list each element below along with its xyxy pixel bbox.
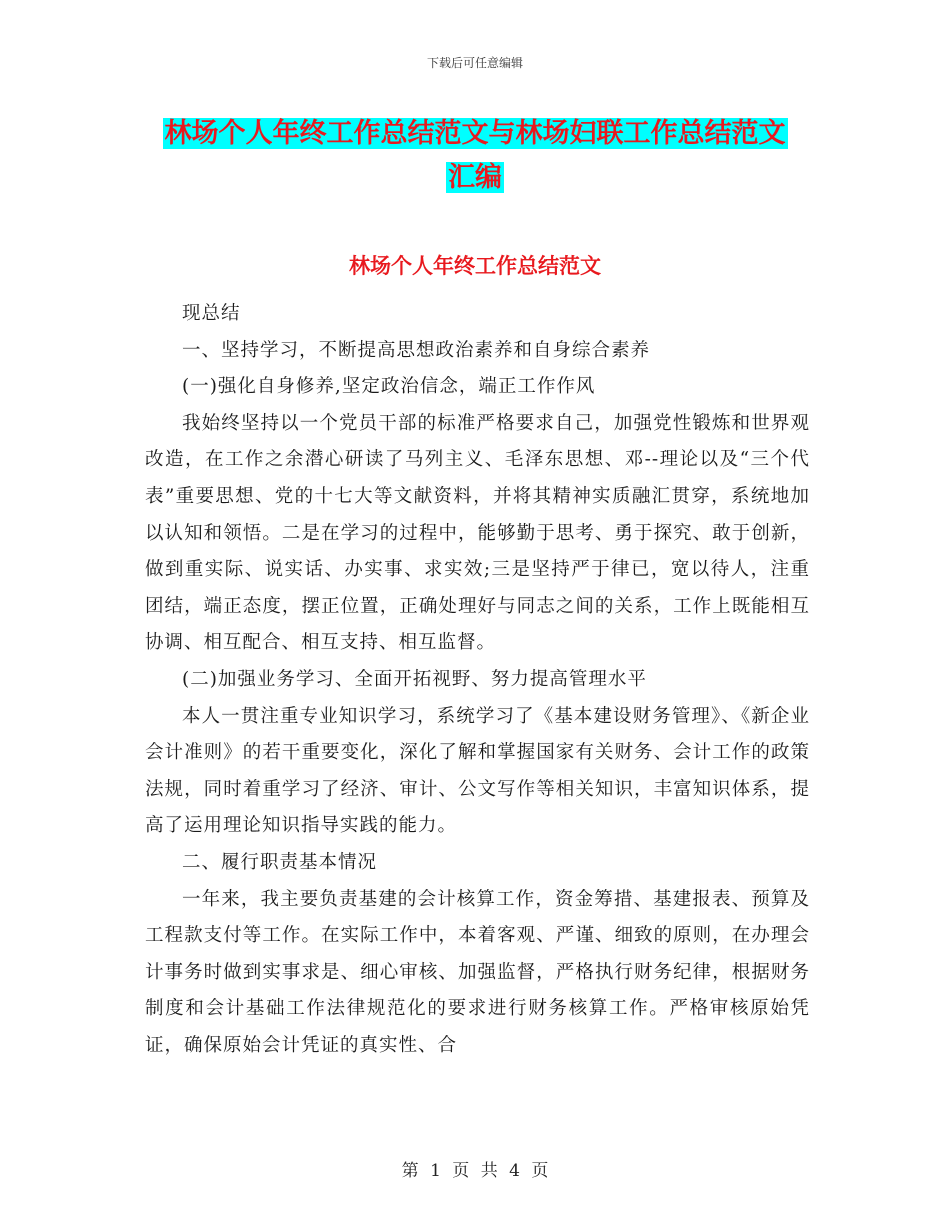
- paragraph: 一年来，我主要负责基建的会计核算工作，资金筹措、基建报表、预算及工程款支付等工作。在实际工作中，本着客观、严谨、细致的原则，在办理会计事务时做到实事求是、细心审核、加强监督，严格执行财务纪律，根据财务制度和会计基础工作法律规范化的要求进行财务核算工作。严格审核原始凭证，确保原始会计凭证的真实性、合: [145, 888, 810, 1056]
- title-line-2: 汇编: [448, 162, 502, 193]
- paragraph: 一、坚持学习，不断提高思想政治素养和自身综合素养: [182, 339, 651, 361]
- title-line-1: 林场个人年终工作总结范文与林场妇联工作总结范文: [164, 118, 786, 149]
- paragraph: (二)加强业务学习、全面开拓视野、努力提高管理水平: [182, 668, 647, 690]
- paragraph: 二、履行职责基本情况: [182, 851, 378, 873]
- header-note: 下载后可任意编辑: [426, 56, 523, 70]
- section-title: 林场个人年终工作总结范文: [349, 254, 601, 278]
- paragraph: (一)强化自身修养,坚定政治信念，端正工作作风: [182, 376, 596, 398]
- document-title: [0, 112, 950, 200]
- paragraph: 我始终坚持以一个党员干部的标准严格要求自己，加强党性锻炼和世界观改造，在工作之余潜心研读了马列主义、毛泽东思想、邓--理论以及“三个代表”重要思想、党的十七大等文献资料，并将其精神实质融汇贯穿，系统地加以认知和领悟。二是在学习的过程中，能够勤于思考、勇于探究、敢于创新，做到重实际、说实话、办实事、求实效;三是坚持严于律已，宽以待人，注重团结，端正态度，摆正位置，正确处理好与同志之间的关系，工作上既能相互协调、相互配合、相互支持、相互监督。: [145, 412, 810, 654]
- paragraph: 本人一贯注重专业知识学习，系统学习了《基本建设财务管理》、《新企业会计准则》的若干重要变化，深化了解和掌握国家有关财务、会计工作的政策法规，同时着重学习了经济、审计、公文写作等相关知识，丰富知识体系，提高了运用理论知识指导实践的能力。: [145, 705, 810, 837]
- paragraph: 现总结: [182, 303, 241, 324]
- body-text: [145, 296, 810, 1064]
- page-footer: 第 1 页 共 4 页: [401, 1161, 549, 1181]
